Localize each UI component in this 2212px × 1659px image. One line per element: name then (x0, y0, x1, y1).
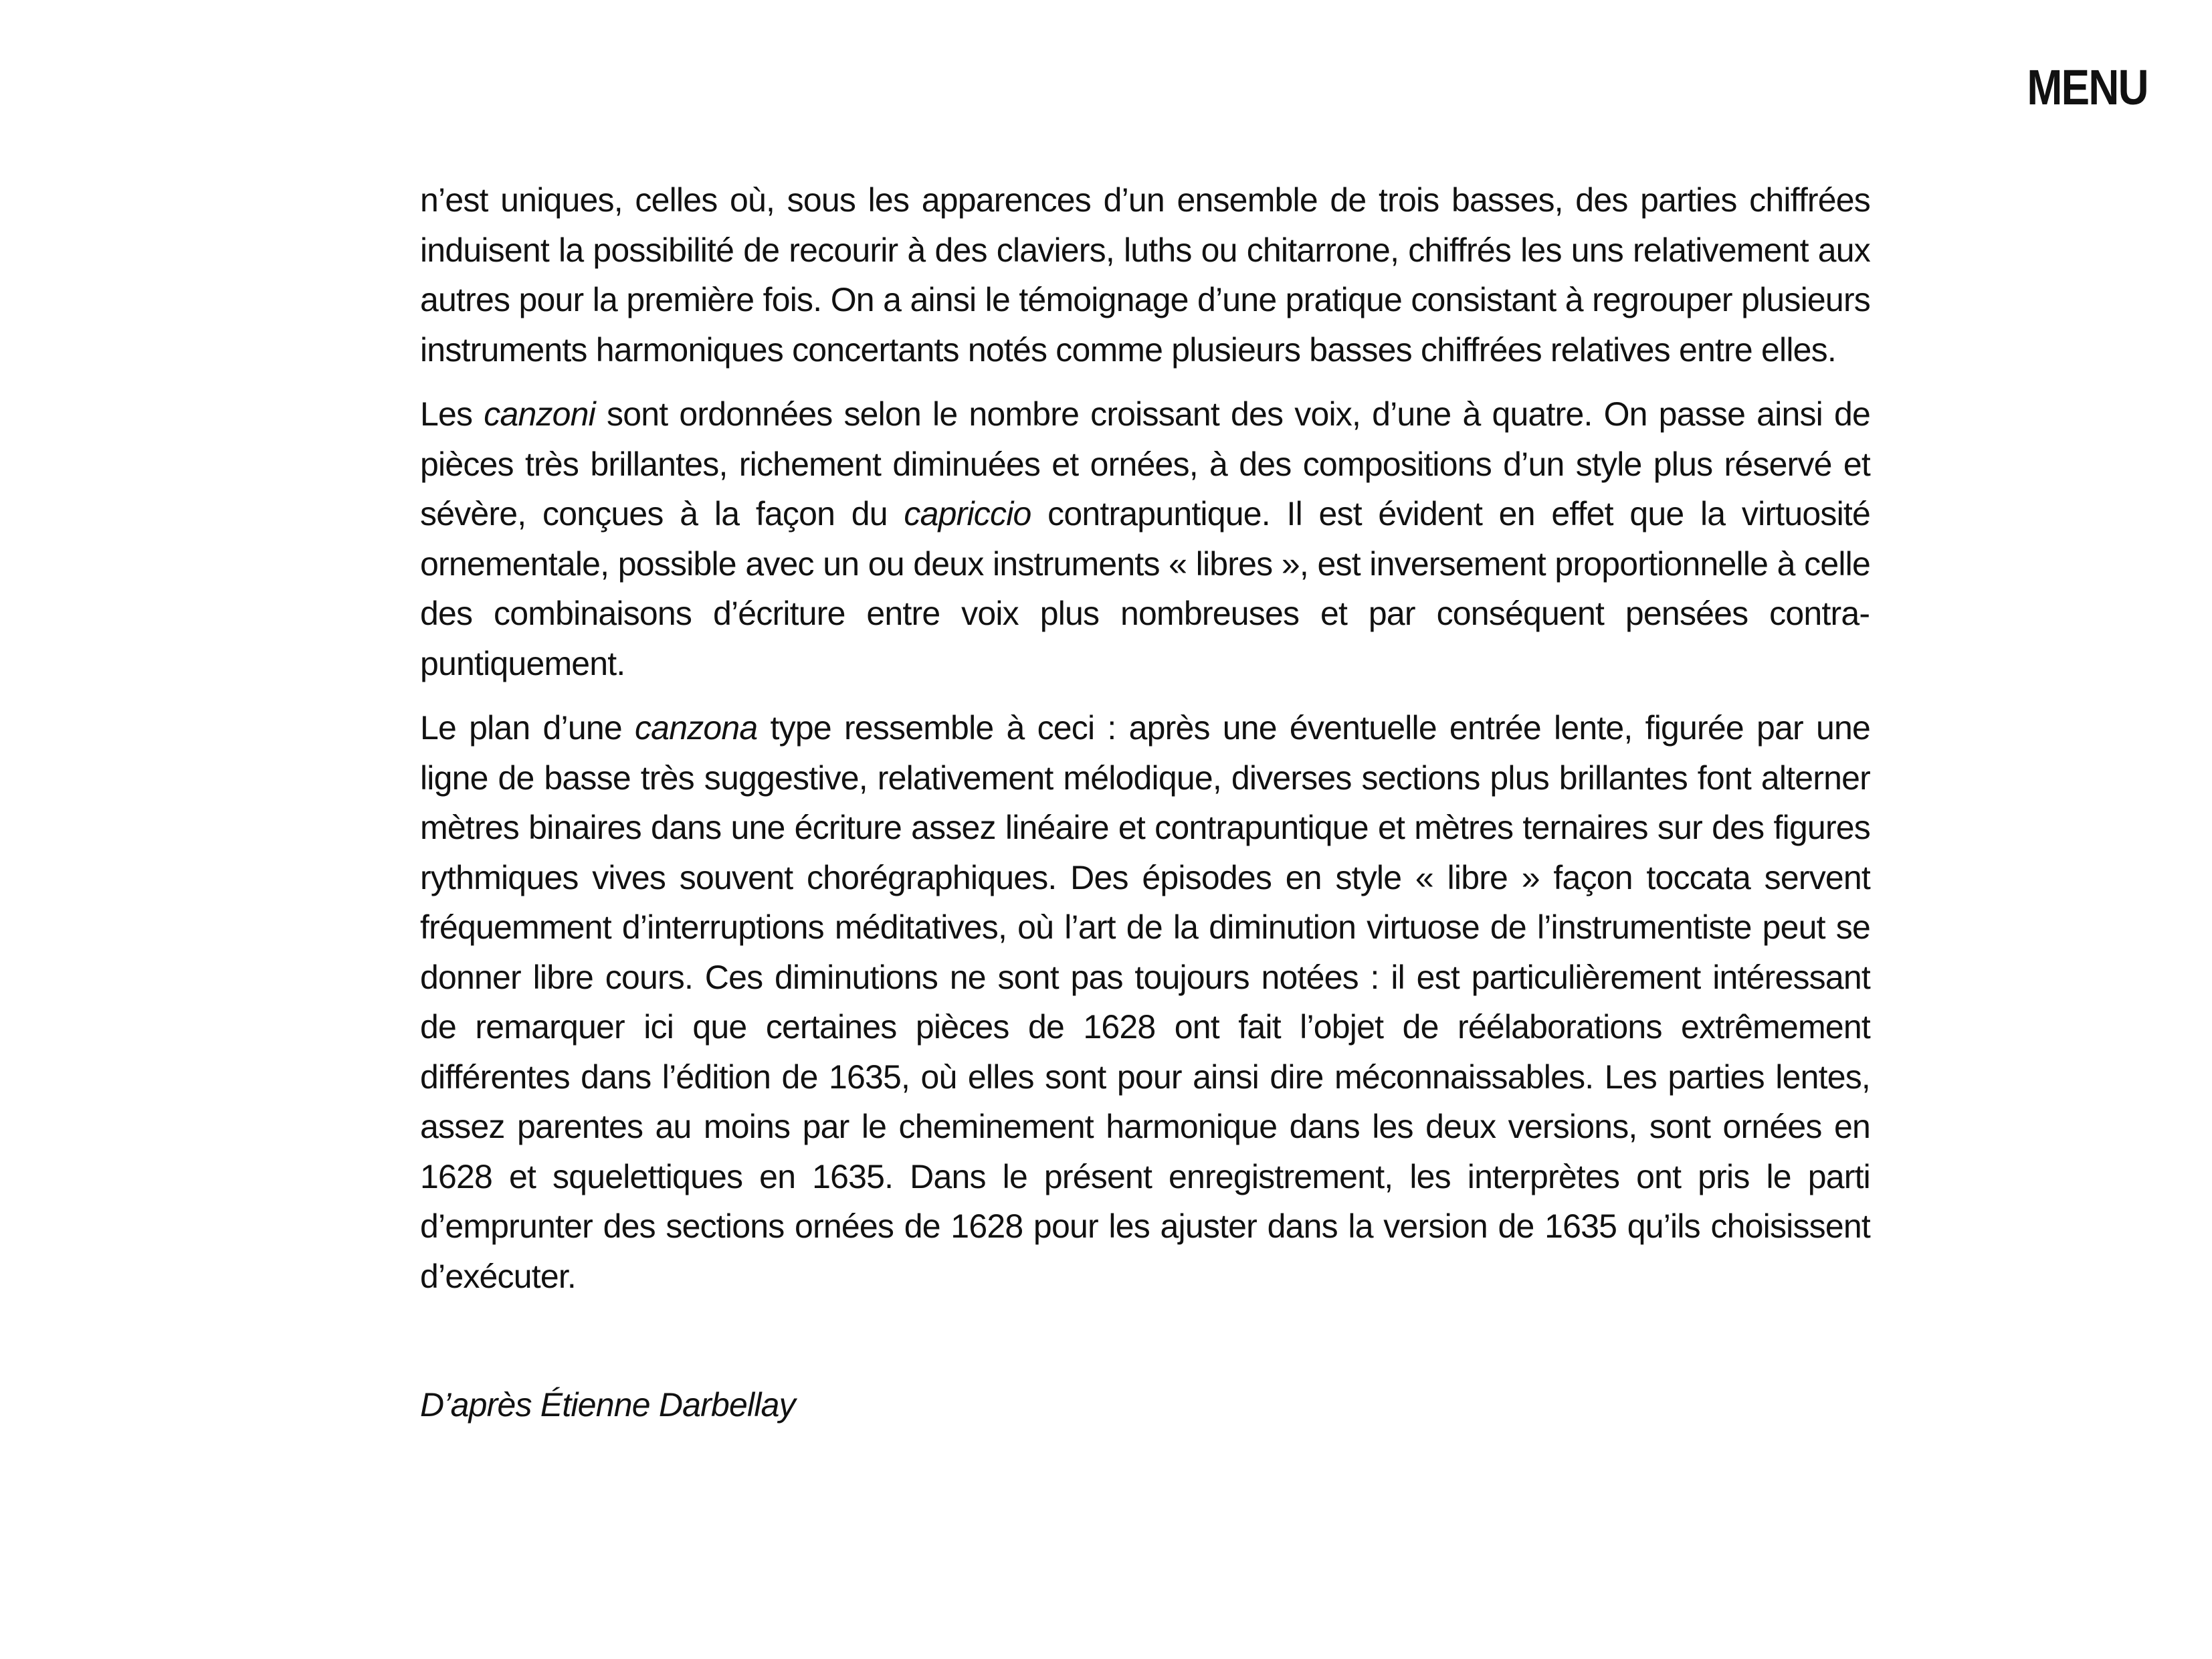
paragraph-3 (420, 703, 1870, 1301)
menu-button[interactable]: MENU (2027, 60, 2148, 115)
paragraph-3-text-1: Le plan d’une (420, 709, 635, 747)
attribution: D’après Étienne Darbellay (420, 1386, 795, 1424)
paragraph-2 (420, 389, 1870, 688)
paragraph-1: n’est uniques, celles où, sous les apparences d’un ensemble de trois basses, des parties chiffrées induisent la possibilité de recourir à des claviers, luths ou chitarrone, chiffrés les uns relativement aux autres pour la première fois. On a ainsi le témoignage d’une pratique consistant à regrouper plusieurs instruments harmoniques concertants notés comme plusieurs basses chiffrées relatives entre elles. (420, 181, 1870, 369)
paragraph-2-italic-capriccio: capriccio (904, 495, 1031, 532)
paragraph-2-text-2: sont ordonnées selon le nombre croissant des voix, d’une à quatre. On passe ainsi de pièces très brillantes, richement diminuées et ornées, à des compositions d’un style plus réservé et sévère, conçues à la façon du (420, 395, 1870, 532)
paragraph-2-text-3: contrapuntique. Il est évident en effet que la virtuosité ornementale, possible avec un ou deux instruments « libres », est inversement proportionnelle à celle des combinaisons d’écriture entre voix plus nombreuses et par conséquent pensées contrapuntiquement. (420, 495, 1871, 682)
article-body (420, 175, 1870, 1430)
paragraph-3-italic-canzona: canzona (634, 709, 758, 747)
paragraph-3-text-2: type ressemble à ceci : après une éventuelle entrée lente, figurée par une ligne de basse très suggestive, relativement mélodique, diverses sections plus brillantes font alterner mètres binaires dans une écriture assez linéaire et contrapuntique et mètres ternaires sur des figures rythmiques vives souvent chorégraphiques. Des épisodes en style « libre » façon toccata servent fréquemment d’interruptions méditatives, où l’art de la diminution virtuose de l’instrumentiste peut se donner libre cours. Ces diminutions ne sont pas toujours notées : il est particulièrement intéressant de remarquer ici que certaines pièces de 1628 ont fait l’objet de réélaborations extrêmement différentes dans l’édition de 1635, où elles sont pour ainsi dire méconnaissables. Les parties lentes, assez parentes au moins par le cheminement harmonique dans les deux versions, sont ornées en 1628 et squelettiques en 1635. Dans le présent enregistrement, les interprètes ont pris le parti d’emprunter des sections ornées de 1628 pour les ajuster dans la version de 1635 qu’ils choisissent d’exécuter. (420, 709, 1870, 1295)
paragraph-2-text-1: Les (420, 395, 484, 433)
paragraph-2-italic-canzoni: canzoni (484, 395, 595, 433)
